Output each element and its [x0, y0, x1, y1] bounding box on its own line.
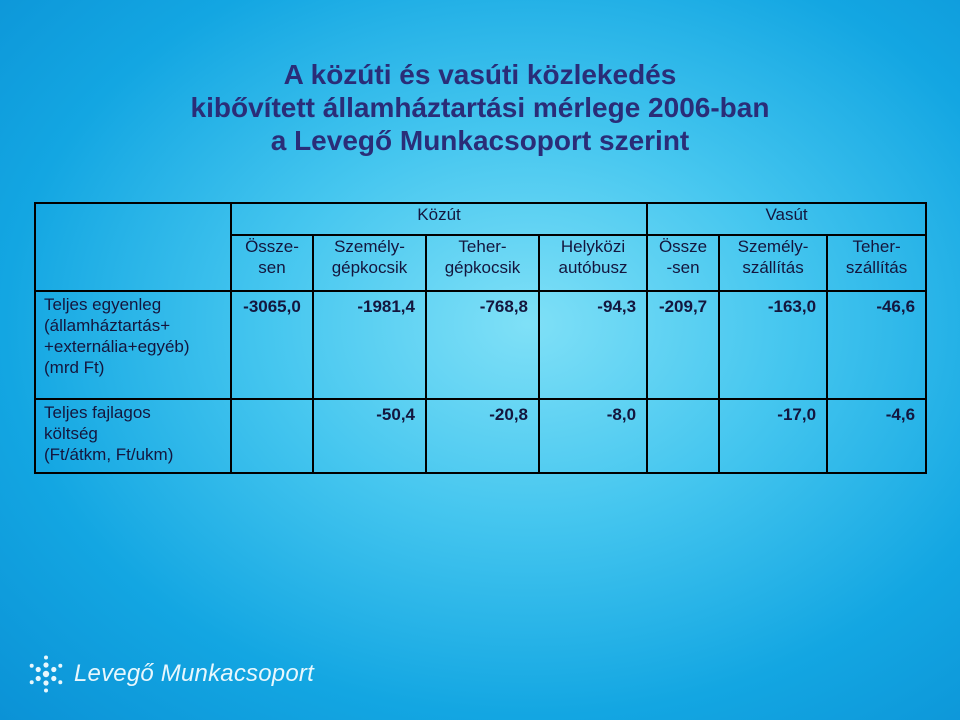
table-cell: -46,6 — [827, 291, 926, 399]
column-header — [719, 235, 827, 291]
title-line-2: kibővített államháztartási mérlege 2006-ban — [190, 92, 770, 123]
group-header-road: Közút — [231, 203, 647, 235]
column-header — [426, 235, 539, 291]
column-header — [539, 235, 647, 291]
column-header-label: Teher- szállítás — [845, 237, 908, 277]
column-header-label: Teher- gépkocsik — [444, 237, 521, 277]
snowflake-dots-icon — [26, 654, 66, 694]
row-label-text: Teljes fajlagos költség (Ft/átkm, Ft/ukm) — [44, 403, 174, 464]
row-label — [35, 291, 231, 399]
table-cell: -209,7 — [647, 291, 719, 399]
title-line-1: A közúti és vasúti közlekedés — [283, 59, 677, 90]
group-header-rail: Vasút — [647, 203, 926, 235]
table-cell: -17,0 — [719, 399, 827, 473]
column-header — [647, 235, 719, 291]
row-label — [35, 399, 231, 473]
group-header-row — [35, 203, 926, 235]
table-cell: -163,0 — [719, 291, 827, 399]
column-header-label: Össze -sen — [658, 237, 708, 277]
column-header — [313, 235, 426, 291]
balance-table — [34, 202, 927, 474]
table-cell: -3065,0 — [231, 291, 313, 399]
table-cell: -768,8 — [426, 291, 539, 399]
column-header-label: Helyközi autóbusz — [558, 237, 628, 277]
levego-logo — [26, 652, 314, 696]
column-header — [827, 235, 926, 291]
table-row — [35, 291, 926, 399]
column-header-label: Össze- sen — [245, 237, 299, 277]
slide-title — [80, 58, 880, 157]
table-cell: -1981,4 — [313, 291, 426, 399]
table-cell: -4,6 — [827, 399, 926, 473]
logo-text: Levegő Munkacsoport — [74, 660, 314, 687]
column-header-label: Személy- gépkocsik — [331, 237, 408, 277]
table-cell — [647, 399, 719, 473]
row-label-text: Teljes egyenleg (államháztartás+ +externália+egyéb) (mrd Ft) — [44, 295, 190, 377]
table-cell — [231, 399, 313, 473]
table-cell: -94,3 — [539, 291, 647, 399]
table-cell: -20,8 — [426, 399, 539, 473]
corner-cell — [35, 203, 231, 291]
title-line-3: a Levegő Munkacsoport szerint — [270, 125, 690, 156]
table-cell: -50,4 — [313, 399, 426, 473]
table-row — [35, 399, 926, 473]
column-header — [231, 235, 313, 291]
table-cell: -8,0 — [539, 399, 647, 473]
column-header-label: Személy- szállítás — [737, 237, 809, 277]
